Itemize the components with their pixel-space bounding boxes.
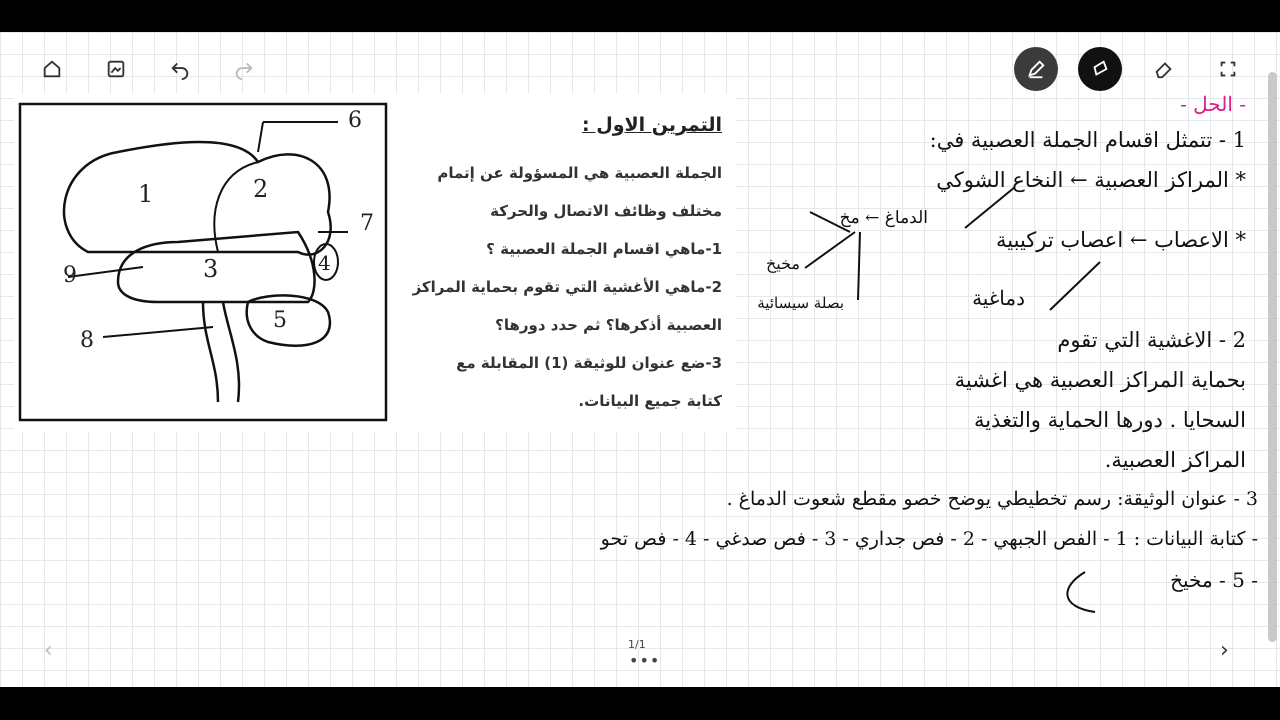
diagram-label-9: 9 bbox=[63, 263, 77, 288]
whiteboard-canvas[interactable] bbox=[0, 32, 1280, 687]
exercise-title: التمرين الاول : bbox=[582, 114, 722, 136]
answer-2-line-4: المراكز العصبية. bbox=[1104, 448, 1246, 472]
home-icon[interactable] bbox=[30, 47, 74, 91]
answer-3-title: 3 - عنوان الوثيقة: رسم تخطيطي يوضح خصو مقطع شعوت الدماغ . bbox=[726, 488, 1258, 510]
highlighter-icon[interactable] bbox=[1078, 47, 1122, 91]
brain-diagram bbox=[18, 102, 390, 424]
doc-line-2: مختلف وظائف الاتصال والحركة bbox=[490, 202, 722, 220]
diagram-label-4: 4 bbox=[318, 251, 331, 275]
diagram-label-2: 2 bbox=[253, 175, 269, 203]
answer-1-line: 1 - تتمثل اقسام الجملة العصبية في: bbox=[929, 128, 1246, 152]
diagram-label-6: 6 bbox=[348, 108, 362, 133]
answer-1-medulla: بصلة سيسائية bbox=[757, 294, 844, 312]
answer-1-centers: * المراكز العصبية ← النخاع الشوكي bbox=[936, 168, 1246, 192]
eraser-icon[interactable] bbox=[1142, 47, 1186, 91]
diagram-label-7: 7 bbox=[360, 211, 374, 236]
question-2: 2-ماهي الأغشية التي تقوم بحماية المراكز bbox=[412, 278, 722, 296]
more-options-icon[interactable]: ••• bbox=[629, 651, 661, 670]
diagram-label-5: 5 bbox=[273, 308, 287, 333]
answer-2-line-1: 2 - الاغشية التي تقوم bbox=[1057, 328, 1246, 352]
solution-heading: - الحل - bbox=[1180, 92, 1246, 116]
lasso-icon[interactable] bbox=[1206, 47, 1250, 91]
vertical-scrollbar[interactable] bbox=[1268, 72, 1277, 642]
diagram-label-3: 3 bbox=[203, 255, 219, 283]
answer-1-brain: الدماغ ← مخ bbox=[839, 208, 928, 228]
redo-icon[interactable] bbox=[222, 47, 266, 91]
question-2-cont: العصبية أذكرها؟ ثم حدد دورها؟ bbox=[495, 316, 722, 334]
answer-1-cerebellum: مخيخ bbox=[765, 254, 800, 273]
previous-page-icon[interactable]: ‹ bbox=[44, 638, 53, 663]
answer-2-line-3: السحايا . دورها الحماية والتغذية bbox=[973, 408, 1246, 432]
worksheet-image[interactable] bbox=[14, 94, 736, 432]
question-1: 1-ماهي اقسام الجملة العصبية ؟ bbox=[486, 240, 722, 258]
answer-3-labels: - كتابة البيانات : 1 - الفص الجبهي - 2 - فص جداري - 3 - فص صدغي - 4 - فص تحو bbox=[600, 528, 1258, 550]
diagram-label-1: 1 bbox=[138, 180, 154, 208]
doc-line-1: الجملة العصبية هي المسؤولة عن إتمام bbox=[437, 164, 722, 182]
answer-2-line-2: بحماية المراكز العصبية هي اغشية bbox=[954, 368, 1246, 392]
page-indicator: 1/1 bbox=[628, 638, 646, 651]
next-page-icon[interactable]: › bbox=[1220, 638, 1229, 663]
question-3: 3-ضع عنوان للوثيقة (1) المقابلة مع bbox=[456, 354, 722, 372]
answer-1-nerves: * الاعصاب ← اعصاب تركيبية bbox=[996, 228, 1246, 252]
pen-icon[interactable] bbox=[1014, 47, 1058, 91]
image-icon[interactable] bbox=[94, 47, 138, 91]
diagram-label-8: 8 bbox=[80, 328, 94, 353]
answer-1-cranial: دماغية bbox=[972, 286, 1025, 310]
question-3-cont: كتابة جميع البيانات. bbox=[578, 392, 722, 410]
undo-icon[interactable] bbox=[158, 47, 202, 91]
answer-3-label-5: - 5 - مخيخ bbox=[1170, 568, 1258, 592]
